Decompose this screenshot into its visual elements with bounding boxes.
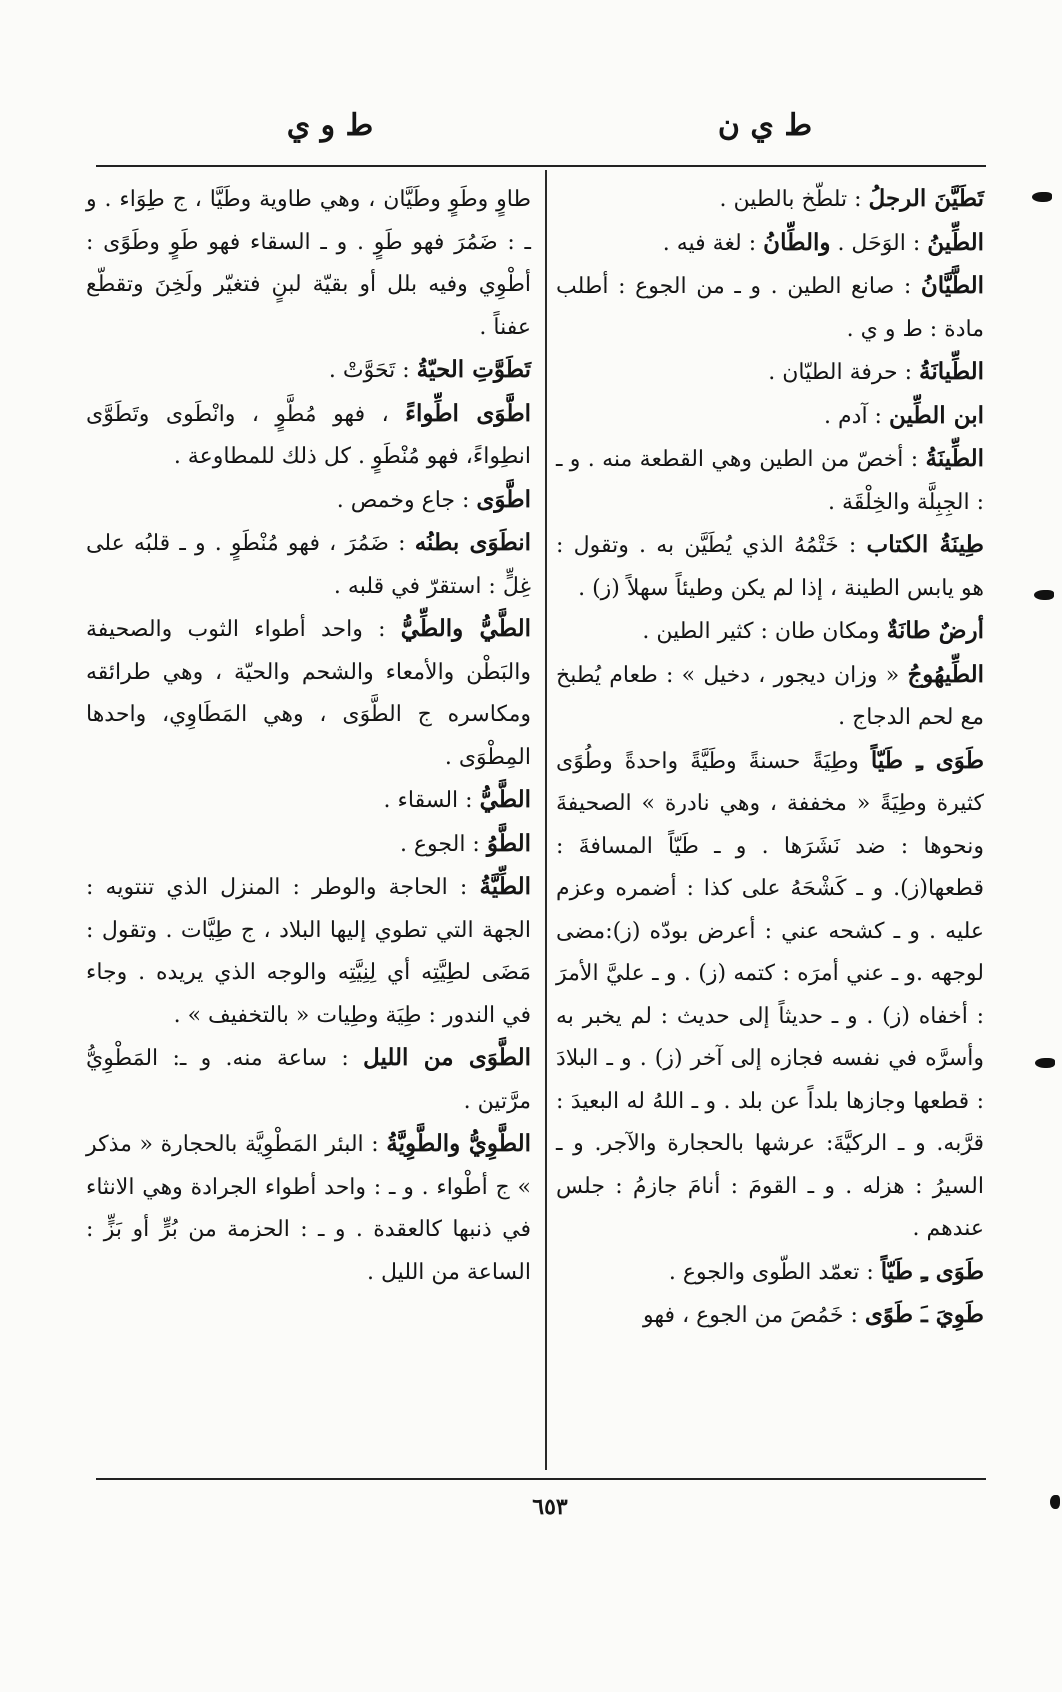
entry: ابن الطِّين : آدم . (824, 401, 984, 429)
entry: الطَّيُّ والطِّيُّ : واحد أطواء الثوب والصحيفة والبَطْن والأمعاء والشحم والحيّة ، وهي طرائقه ومكاسره ج الطَّوَى ، وهي المَطَاوِي، واحدها المِطْوَى . (86, 615, 531, 770)
entry: طاوٍ وطَوٍ وطَيَّان ، وهي طاوية وطَيَّا ، ج طِوَاء . و ـ : ضَمُرَ فهو طَوٍ . و ـ السقاء فهو طَوٍ وطَوًى : أطْوِي وفيه بلل أو بقيّة لبنٍ فتغيّر ولَخِنَ وتقطّع عفناً . (86, 187, 531, 340)
entry: الطِّينُ : الوَحَل . والطِّانُ : لغة فيه . (662, 228, 984, 256)
right-column (556, 178, 984, 1338)
entry: تَطَيَّنَ الرجلُ : تلطّخ بالطين . (719, 185, 984, 212)
binding-hole-mark (1050, 1495, 1060, 1509)
entry: طَوَى ـِ طَيّاً : تعمّد الطّوى والجوع . (668, 1257, 984, 1285)
entry: طَوِيَ ـَ طَوًى : خَمُصَ من الجوع ، فهو (643, 1301, 984, 1328)
binding-hole-mark (1035, 1058, 1055, 1068)
entry: الطَّوُ : الجوع . (399, 829, 531, 857)
entry: الطِّيهُوجُ « وزان ديجور ، دخيل » : طعام يُطبخ مع لحم الدجاج . (556, 660, 984, 730)
entry: الطِّيَّةُ : الحاجة والوطر : المنزل الذي تنتويه : الجهة التي تطوي إليها البلاد ، ج طِيَّات . وتقول : مَضَى لطِيَّتِه أي لِنِيَّتِه والوجه الذي يريده . وجاء في الندور : طِيَة وطِيات « بالتخفيف » . (86, 873, 531, 1028)
entry: طِينَةُ الكتاب : خَتْمُهُ الذي يُطَيَّن به . وتقول : هو يابس الطينة ، إذا لم يكن وطيئاً سهلاً (ز) . (556, 531, 984, 601)
top-rule (96, 165, 986, 167)
entry: الطَّيَّانُ : صانع الطين . و ـ من الجوع : أطلب مادة : ط و ي . (556, 272, 984, 342)
binding-hole-mark (1032, 192, 1052, 202)
entry: اطَّوَى : جاع وخمص . (336, 485, 531, 513)
column-divider (545, 170, 547, 1470)
entry: الطِّيانَةُ : حرفة الطيّان . (768, 358, 984, 385)
entry: طَوَى ـِ طَيّاً وطِيَةً حسنةً وطَيَّةً واحدةً وطُوًى كثيرة وطِيَةً « مخففة ، وهي نادرة » الصحيفةَ ونحوها : ضد نَشَرَها . و ـ طَيّاً المسافةَ : قطعها(ز). و ـ كَشْحَهُ على كذا : أضمره وعزم عليه . و ـ كشحه عني : أعرض بودّه (ز):مضى لوجهه .و ـ عني أمرَه : كتمه (ز) . و ـ عليَّ الأمرَ : أخفاه (ز) . و ـ حديثاً إلى حديث : لم يخبر به وأسرَّه في نفسه فجازه إلى آخر (ز) . و ـ البلادَ : قطعها وجازها بلداً عن بلد . و ـ اللهُ له البعيدَ : قرَّبه. و ـ الركيَّةَ: عرشها بالحجارة والآجر. و ـ السيرُ : هزله . و ـ القومَ : أنامَ جازمُ : جلس عندهم . (556, 746, 984, 1241)
entry: أرضٌ طانَةٌ ومكان طان : كثير الطين . (642, 617, 984, 644)
bottom-rule (96, 1478, 986, 1480)
entry: الطَّوَى من الليل : ساعة منه. و ـ: المَطْوِيُّ مرَّتين . (86, 1044, 531, 1114)
entry: الطَّوِيُّ والطَّوِيَّةُ : البئر المَطْوِيَّة بالحجارة « مذكر » ج أطْواء . و ـ : واحد أطواء الجرادة وهي الانثاء في ذنبها كالعقدة . و ـ : الحزمة من بُرٍّ أو بَزٍّ : الساعة من الليل . (86, 1130, 531, 1285)
entry: اطَّوَى اطِّواءً ، فهو مُطَّوٍ ، وانْطَوى وتَطَوَّى انطِواءً، فهو مُنْطَوٍ . كل ذلك للمطاوعة . (86, 399, 532, 469)
entry: الطَّيُّ : السقاء . (383, 786, 531, 813)
entry: انطَوَى بطنُه : ضَمُرَ ، فهو مُنْطَوٍ . و ـ قلبُه على غِلٍّ : استقرّ في قلبه . (86, 529, 531, 599)
right-column-heading: ط ي ن (717, 108, 813, 143)
entry: الطِّينَةُ : أخصّ من الطين وهي القطعة منه . و ـ : الجِبِلَّة والخِلْقَة . (556, 445, 984, 515)
entry: تَطَوَّتِ الحيّةُ : تَحَوَّتْ . (328, 356, 531, 383)
page-number: ٦٥٣ (532, 1494, 568, 1520)
left-column-heading: ط و ي (286, 108, 374, 143)
binding-hole-mark (1034, 590, 1054, 600)
left-column (86, 178, 531, 1294)
